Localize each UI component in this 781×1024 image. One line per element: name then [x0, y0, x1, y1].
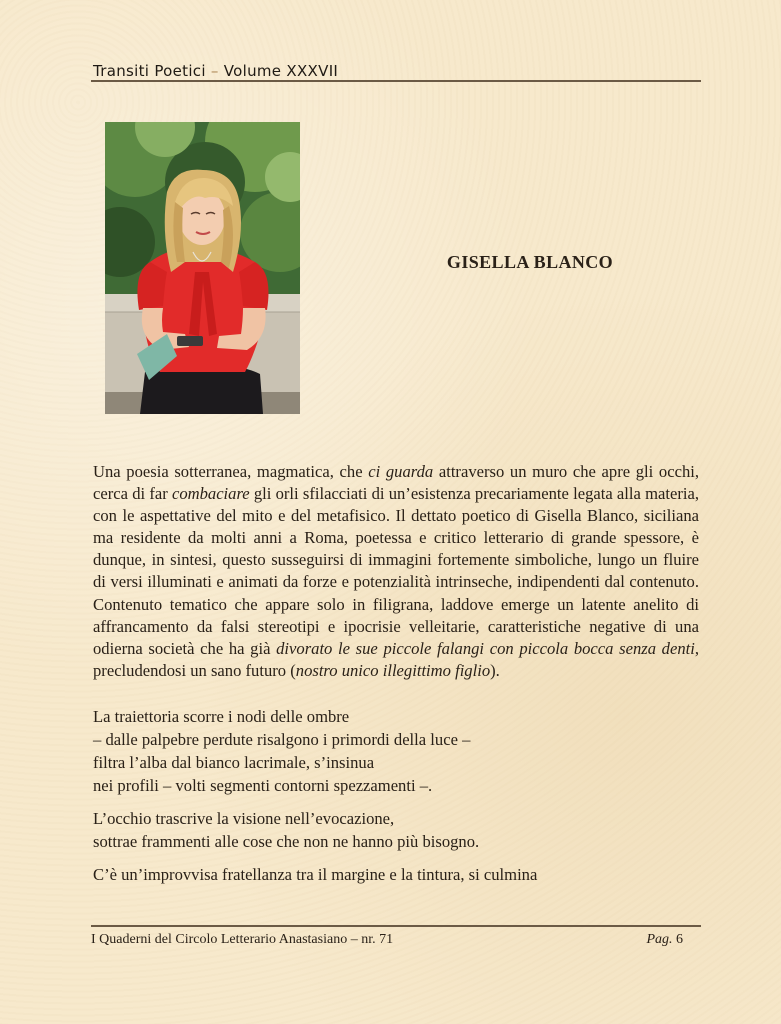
intro-text-3: gli orli sfilacciati di un’esistenza precariamente legata alla materia, con le aspettative del mito e del metafisico. Il dettato poetico di Gisella Blanco, siciliana ma residente da molti anni a Roma, poetessa e critico letterario di grande spessore, è dunque, in sintesi, questo susseguirsi di immagini fortemente simboliche, lungo un fluire di versi illuminati e animati da forze e potenzialità intrinseche, indipendenti dal contenuto. Contenuto tematico che appare solo in filigrana, laddove emerge un latente anelito di affrancamento da falsi stereotipi e ipocrisie velleitarie, caratteristiche negative di una odierna società che ha già	[93, 484, 699, 658]
footer-publication: I Quaderni del Circolo Letterario Anastasiano – nr. 71	[91, 932, 394, 947]
intro-italic-2: combaciare	[171, 484, 250, 504]
poem-line: La traiettoria scorre i nodi delle ombre	[93, 707, 350, 726]
poem	[93, 705, 699, 896]
intro-text-5: ).	[490, 660, 500, 680]
header-separator: –	[205, 62, 224, 80]
author-name: GISELLA BLANCO	[446, 252, 614, 272]
header-title: Transiti Poetici	[93, 62, 206, 80]
intro-italic-1: ci guarda	[368, 462, 434, 481]
intro-italic-3: divorato le sue piccole falangi con piccola bocca senza denti	[276, 638, 695, 658]
intro-text-1: Una poesia sotterranea, magmatica, che	[93, 462, 369, 481]
header-rule	[91, 80, 701, 82]
intro-paragraph	[93, 461, 699, 682]
poem-line: sottrae frammenti alle cose che non ne hanno più bisogno.	[93, 832, 480, 851]
header-volume: Volume XXXVII	[223, 62, 339, 80]
poem-line: filtra l’alba dal bianco lacrimale, s’insinua	[93, 753, 375, 772]
poem-line: – dalle palpebre perdute risalgono i primordi della luce –	[93, 730, 471, 749]
page-label: Pag.	[646, 932, 673, 947]
poem-line: C’è un’improvvisa fratellanza tra il margine e la tintura, si culmina	[93, 865, 538, 884]
running-header	[93, 62, 699, 80]
intro-text-4: , precludendosi un sano futuro (	[93, 638, 699, 680]
footer-page	[600, 932, 683, 948]
author-photo	[105, 122, 300, 414]
intro-text-2: attraverso un muro che apre gli occhi, cerca di far	[93, 462, 699, 504]
poem-stanza-2	[93, 807, 699, 853]
poem-line: L’occhio trascrive la visione nell’evocazione,	[93, 809, 395, 828]
page-number: 6	[676, 932, 683, 947]
poem-stanza-1	[93, 705, 699, 797]
intro-italic-4: nostro unico illegittimo figlio	[295, 660, 491, 680]
footer-rule	[91, 925, 701, 927]
poem-stanza-3	[93, 863, 699, 886]
poem-line: nei profili – volti segmenti contorni spezzamenti –.	[93, 776, 433, 795]
